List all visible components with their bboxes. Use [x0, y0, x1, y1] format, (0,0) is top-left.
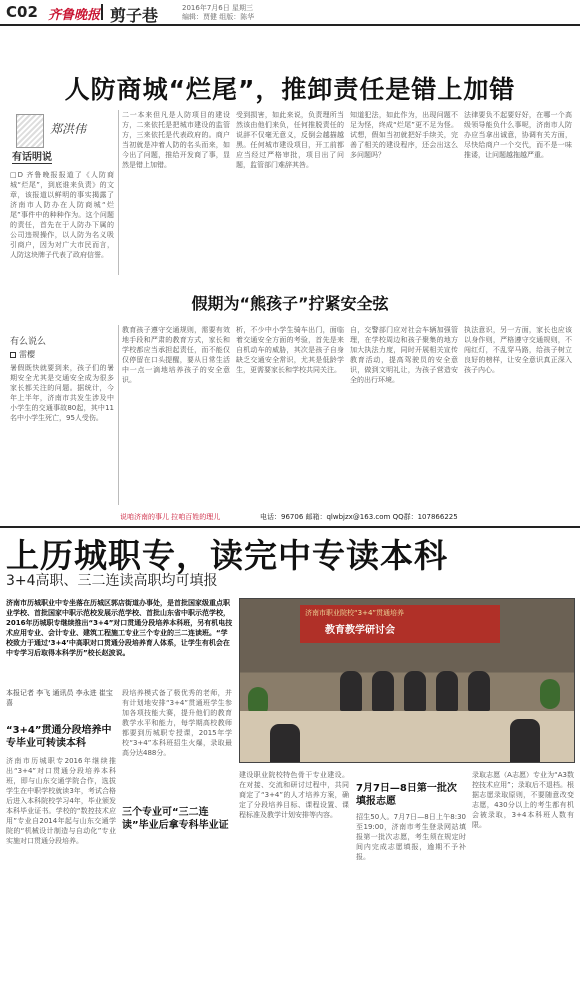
contact-info: 电话：96706 邮箱：qlwbjzx@163.com QQ群：107866225 — [260, 513, 458, 521]
section-divider — [0, 526, 580, 528]
editor-line: 编辑：贾健 组版：陈华 — [182, 13, 255, 21]
article2-column-label: 有么说么 — [10, 337, 47, 347]
slogan: 说咱济南的事儿 拉咱百姓的理儿 — [120, 513, 221, 521]
author-portrait — [16, 114, 44, 148]
article3-headline: 上历城职专，读完中专读本科 — [6, 536, 448, 575]
article1-body-col4: 知道犯法，如此作为，出现问题不足为怪，终成“烂尾”更不足为怪。试想，假如当初就把好手续关，完善了相关的建设程序，还会出这么多问题吗？ — [350, 111, 458, 159]
section-name: 剪子巷 — [110, 6, 159, 25]
article3-subhead-a: “3+4”贯通分段培养中专毕业可转读本科 — [6, 725, 112, 749]
photo-banner-title: 教育教学研讨会 — [325, 625, 395, 636]
page-number: C02 — [6, 3, 38, 21]
date-line: 2016年7月6日 星期三 — [182, 4, 253, 12]
photo-person — [468, 671, 490, 711]
photo-person — [510, 719, 540, 763]
column-label: 有话明说 — [12, 148, 52, 164]
article1-body-col5: 法律要负不起要好好，在哪一个高级领导能负什么事呢，济南市人防办应当拿出诚意，协调有关方面，尽快给商户一个交代，而不是一味推诿，让问题越拖越严重。 — [464, 111, 572, 159]
photo-plant — [540, 679, 560, 709]
photo-person — [270, 724, 300, 763]
article1-body-col3: 受到损害，如此来说，负责理所当然该由他们来负，任何推脱责任的说辞不仅毫无意义，反倒会越描越黑。任何城市建设项目，开工前都应当经过严格审批，项目出了问题，监管部门难辞其咎。 — [236, 111, 344, 169]
article3-body-col5: 录取志愿（A志愿）专业为“A3数控技术应用”；录取后不退档。根据志愿录取原则，不要随意改变志愿，430分以上的考生都有机会被录取，3+4本科班人数有限。 — [472, 771, 574, 829]
article2-author — [10, 349, 35, 360]
author-signature: 郑洪伟 — [50, 122, 87, 136]
column-rule — [118, 110, 119, 275]
masthead-divider — [101, 4, 103, 20]
article1-author-box — [10, 112, 110, 163]
article2-body-col2: 教育孩子遵守交通规则，需要有效地手段和严肃的教育方式，家长和学校都应当承担起责任，而不能仅仅停留在口头提醒，要从日常生活中一点一滴地培养孩子的安全意识。 — [122, 326, 230, 384]
photo-person — [372, 671, 394, 711]
article1-body-col2: 二一本来但凡是人防项目的建设方，二来依托是把城市建设的监管方，三来依托是代表政府的。商户当初就是冲着人防的名头而来，如今出了问题，推给开发商了事，显然是错上加错。 — [122, 111, 230, 169]
article3-lead: 济南市历城职业中专坐落在历城区郭店街道办事处，是首批国家级重点职业学校、首批国家中职示范校发展示范学校、首批山东省中职示范学校，2016年历城职专继续推出“3+4”对口贯通分段培养本科班，另有机电技术应用专业、会计专业、建筑工程施工专业三个专业的三二连读班。“学校致力于通过‘3+4’中高职对口贯通分段培养育人体系，让学生有机会在中专学习后取得本科学历”校长赵波说。 — [6, 599, 233, 657]
article2-author-name: 雷樱 — [19, 350, 35, 359]
masthead-meta — [182, 4, 254, 22]
photo-banner-small-text: 济南市职业院校“3+4”贯通培养 — [305, 609, 405, 617]
article1-body-col1: □D 齐鲁晚报报道了《人防商城“烂尾”，到底谁来负责》的文章，该报道以鲜明的事实揭露了济南市人防办在人防商城“烂尾”事件中的种种作为。这个问题的责任，首先在于人防办下属的公司违规操作，以人防为名义吸引商户，因为对广大市民而言，人防这块牌子代表了政府信誉。 — [10, 171, 114, 259]
article2-body-col3: 析，不少中小学生骑车出门，面临着交通安全方面的考验，首先是来自机动车的威胁，其次是孩子自身缺乏交通安全常识，尤其是低龄学生，更需要家长和学校共同关注。 — [236, 326, 344, 374]
article2-body-col5: 执法意识，另一方面，家长也应该以身作则，严格遵守交通规则，不闯红灯，不乱穿马路，给孩子树立良好的榜样，让安全意识真正深入孩子内心。 — [464, 326, 572, 374]
contact-strip — [0, 510, 580, 524]
article3-body-col2: 段培养模式备了极优秀的老师，并有计划地安排“3+4”贯通班学生参加各项技能大赛，提升他们的教育教学水平和能力，每学期高校教师都要到历城职专授课，2015年学校“3+4”本科班招生火爆，录取最高分达488分。 — [122, 689, 232, 757]
article3-subhead-c: 7月7日—8日第一批次填报志愿 — [356, 783, 457, 807]
article3-body-col3: 建设职业院校特色骨干专业建设。在对接、交流和研讨过程中，共同商定了“3+4”的人才培养方案，确定了分段培养目标、课程设置、课程标准及教学计划安排等内容。 — [239, 771, 349, 819]
article3-body-col4: 招生50人。7月7日—8日上午8:30至19:00，济南市考生登录网站填报第一批次志愿，考生须在规定时间内完成志愿填报，逾期不予补报。 — [356, 813, 466, 861]
article3-body-col1: 济南市历城职专2016年继续推出“3+4”对口贯通分段培养本科班，即与山东交通学院合作，选拔学生在中职学校就读3年，考试合格后进入本科院校学习4年，毕业颁发本科毕业证书。学校的“数控技术应用”专业自2014年起与山东交通学院的“机械设计制造与自动化”专业实施对口贯通分段培养。 — [6, 757, 116, 845]
column-rule — [118, 325, 119, 505]
paper-logo: 齐鲁晚报 — [48, 8, 101, 23]
article3-subhead: 3+4高职、三二连读高职均可填报 — [6, 573, 218, 589]
author-marker-icon — [10, 352, 16, 358]
article2-headline: 假期为“熊孩子”拧紧安全弦 — [191, 294, 389, 313]
masthead — [0, 0, 580, 26]
photo-person — [436, 671, 458, 711]
article3-byline: 本报记者 李飞 通讯员 李永进 崔宝喜 — [6, 689, 113, 707]
article2-body-col1: 暑假既快就要到来，孩子们的暑期安全尤其是交通安全成为很多家长都关注的问题。据统计，今年上半年，济南市共发生涉及中小学生的交通事故80起，其中11名中小学生死亡，95人受伤。 — [10, 364, 114, 422]
conference-photo — [239, 598, 575, 763]
article3-subhead-b: 三个专业可“三二连读”毕业后拿专科毕业证 — [122, 807, 229, 831]
photo-person — [404, 671, 426, 711]
photo-person — [340, 671, 362, 711]
article2-body-col4: 自，交警部门应对社会车辆加强管理，在学校周边和孩子聚集的地方加大执法力度，同时开展相关宣传教育活动，提高驾驶员的安全意识，做到文明礼让，为孩子营造安全的出行环境。 — [350, 326, 458, 384]
article1-headline: 人防商城“烂尾”，推卸责任是错上加错 — [64, 75, 516, 104]
